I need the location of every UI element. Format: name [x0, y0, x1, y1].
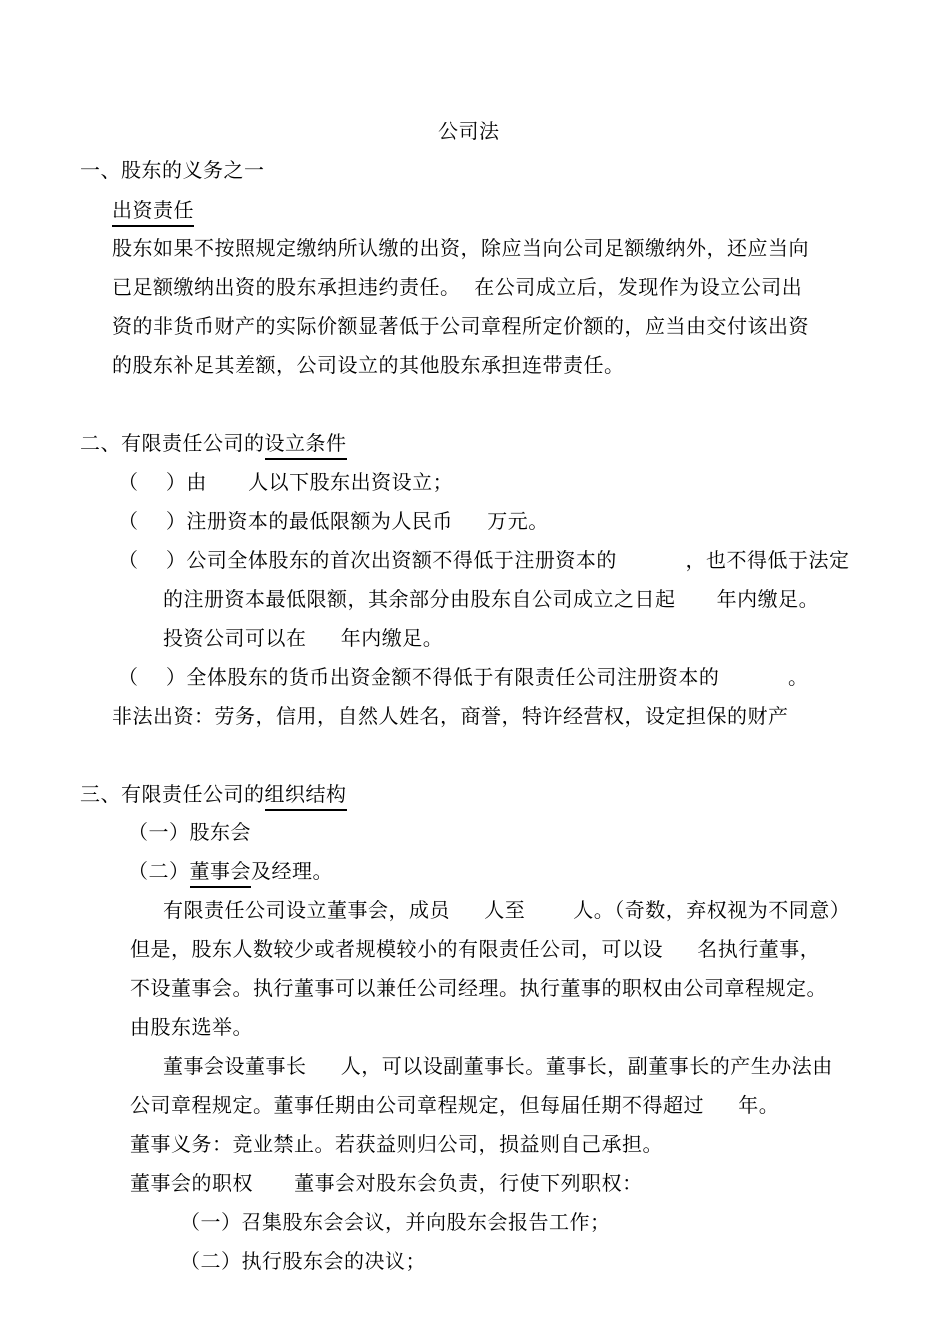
- paragraph-line: 董事义务：竞业禁止。若获益则归公司，损益则自己承担。: [130, 1132, 663, 1156]
- paragraph-line: 董事会的职权 董事会对股东会负责，行使下列职权：: [130, 1171, 643, 1195]
- underlined-term: 董事会: [190, 859, 252, 888]
- document-title: 公司法: [438, 119, 500, 143]
- paragraph-line: 但是，股东人数较少或者规模较小的有限责任公司，可以设 名执行董事，: [130, 937, 821, 961]
- section-1-heading: 一、股东的义务之一: [80, 158, 265, 182]
- underlined-term: 组织结构: [265, 782, 347, 811]
- heading-text: 二、有限责任公司的: [80, 431, 265, 455]
- subsection-heading: [128, 857, 333, 885]
- list-item: （ ）全体股东的货币出资金额不得低于有限责任公司注册资本的 。: [118, 665, 809, 689]
- paragraph-line: 的股东补足其差额，公司设立的其他股东承担连带责任。: [112, 353, 625, 377]
- list-item: （ ）公司全体股东的首次出资额不得低于注册资本的 ，也不得低于法定: [118, 548, 850, 572]
- subsection-heading: （一）股东会: [128, 820, 251, 844]
- list-item: （ ）注册资本的最低限额为人民币 万元。: [118, 509, 549, 533]
- note-line: 非法出资：劳务，信用，自然人姓名，商誉，特许经营权，设定担保的财产: [112, 704, 789, 728]
- paragraph-line: 股东如果不按照规定缴纳所认缴的出资，除应当向公司足额缴纳外，还应当向: [112, 236, 809, 260]
- heading-text: 三、有限责任公司的: [80, 782, 265, 806]
- paragraph-line: 不设董事会。执行董事可以兼任公司经理。执行董事的职权由公司章程规定。: [130, 976, 827, 1000]
- list-item: （二）执行股东会的决议；: [180, 1249, 426, 1273]
- paragraph-line: 董事会设董事长 人，可以设副董事长。董事长，副董事长的产生办法由: [163, 1054, 833, 1078]
- paragraph-line: 已足额缴纳出资的股东承担违约责任。 在公司成立后，发现作为设立公司出: [112, 275, 803, 299]
- list-item: （一）召集股东会会议，并向股东会报告工作；: [180, 1210, 611, 1234]
- underlined-term: 设立条件: [265, 431, 347, 460]
- list-item-continuation: 投资公司可以在 年内缴足。: [163, 626, 444, 650]
- section-2-heading: [80, 429, 347, 457]
- section-1-subheading: [112, 196, 194, 224]
- heading-text: （二）: [128, 859, 190, 883]
- underlined-term: 出资责任: [112, 198, 194, 227]
- heading-text: 及经理。: [251, 859, 333, 883]
- list-item-continuation: 的注册资本最低限额，其余部分由股东自公司成立之日起 年内缴足。: [163, 587, 820, 611]
- paragraph-line: 公司章程规定。董事任期由公司章程规定，但每届任期不得超过 年。: [130, 1093, 780, 1117]
- paragraph-line: 资的非货币财产的实际价额显著低于公司章程所定价额的，应当由交付该出资: [112, 314, 809, 338]
- list-item: （ ）由 人以下股东出资设立；: [118, 470, 454, 494]
- paragraph-line: 由股东选举。: [130, 1015, 253, 1039]
- paragraph-line: 有限责任公司设立董事会，成员 人至 人。（奇数，弃权视为不同意）: [163, 898, 851, 922]
- section-3-heading: [80, 780, 347, 808]
